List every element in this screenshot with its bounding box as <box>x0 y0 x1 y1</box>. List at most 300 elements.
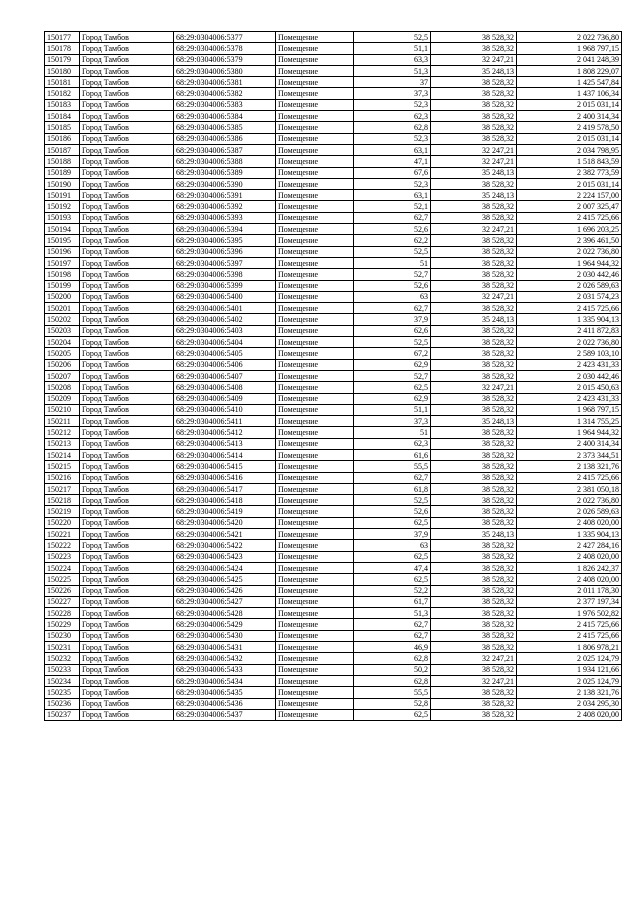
cadastral-number-cell: 68:29:0304006:5437 <box>174 709 276 720</box>
object-type-cell: Помещение <box>276 88 354 99</box>
object-type-cell: Помещение <box>276 619 354 630</box>
table-row <box>45 43 622 54</box>
price-per-sqm-cell: 38 528,32 <box>431 359 517 370</box>
row-id-cell: 150190 <box>45 178 80 189</box>
row-id-cell: 150203 <box>45 325 80 336</box>
object-type-cell: Помещение <box>276 449 354 460</box>
table-row <box>45 529 622 540</box>
price-per-sqm-cell: 38 528,32 <box>431 122 517 133</box>
cadastral-number-cell: 68:29:0304006:5429 <box>174 619 276 630</box>
price-per-sqm-cell: 38 528,32 <box>431 257 517 268</box>
cadastral-value-cell: 2 427 284,16 <box>517 540 622 551</box>
cadastral-value-cell: 2 011 178,30 <box>517 585 622 596</box>
cadastral-number-cell: 68:29:0304006:5428 <box>174 608 276 619</box>
price-per-sqm-cell: 38 528,32 <box>431 246 517 257</box>
city-cell: Город Тамбов <box>80 99 174 110</box>
table-row <box>45 585 622 596</box>
city-cell: Город Тамбов <box>80 235 174 246</box>
area-cell: 52,6 <box>354 224 431 235</box>
table-row <box>45 190 622 201</box>
cadastral-value-cell: 2 022 736,80 <box>517 32 622 43</box>
object-type-cell: Помещение <box>276 269 354 280</box>
cadastral-number-cell: 68:29:0304006:5382 <box>174 88 276 99</box>
area-cell: 62,6 <box>354 325 431 336</box>
row-id-cell: 150231 <box>45 642 80 653</box>
table-row <box>45 257 622 268</box>
city-cell: Город Тамбов <box>80 619 174 630</box>
cadastral-value-cell: 1 806 978,21 <box>517 642 622 653</box>
area-cell: 62,8 <box>354 653 431 664</box>
cadastral-value-cell: 2 382 773,59 <box>517 167 622 178</box>
city-cell: Город Тамбов <box>80 224 174 235</box>
city-cell: Город Тамбов <box>80 438 174 449</box>
object-type-cell: Помещение <box>276 32 354 43</box>
price-per-sqm-cell: 35 248,13 <box>431 65 517 76</box>
table-row <box>45 619 622 630</box>
cadastral-value-cell: 2 415 725,66 <box>517 472 622 483</box>
cadastral-value-cell: 2 423 431,33 <box>517 393 622 404</box>
area-cell: 61,8 <box>354 483 431 494</box>
area-cell: 51,3 <box>354 65 431 76</box>
price-per-sqm-cell: 38 528,32 <box>431 303 517 314</box>
area-cell: 37 <box>354 77 431 88</box>
object-type-cell: Помещение <box>276 337 354 348</box>
cadastral-number-cell: 68:29:0304006:5389 <box>174 167 276 178</box>
price-per-sqm-cell: 38 528,32 <box>431 664 517 675</box>
price-per-sqm-cell: 38 528,32 <box>431 506 517 517</box>
object-type-cell: Помещение <box>276 325 354 336</box>
object-type-cell: Помещение <box>276 596 354 607</box>
city-cell: Город Тамбов <box>80 540 174 551</box>
cadastral-value-cell: 2 034 295,30 <box>517 698 622 709</box>
price-per-sqm-cell: 35 248,13 <box>431 190 517 201</box>
price-per-sqm-cell: 38 528,32 <box>431 325 517 336</box>
object-type-cell: Помещение <box>276 246 354 257</box>
cadastral-value-cell: 2 423 431,33 <box>517 359 622 370</box>
city-cell: Город Тамбов <box>80 280 174 291</box>
price-per-sqm-cell: 38 528,32 <box>431 709 517 720</box>
cadastral-number-cell: 68:29:0304006:5386 <box>174 133 276 144</box>
object-type-cell: Помещение <box>276 630 354 641</box>
price-per-sqm-cell: 38 528,32 <box>431 43 517 54</box>
object-type-cell: Помещение <box>276 540 354 551</box>
cadastral-value-cell: 2 022 736,80 <box>517 337 622 348</box>
city-cell: Город Тамбов <box>80 54 174 65</box>
object-type-cell: Помещение <box>276 517 354 528</box>
object-type-cell: Помещение <box>276 291 354 302</box>
cadastral-number-cell: 68:29:0304006:5398 <box>174 269 276 280</box>
table-row <box>45 495 622 506</box>
price-per-sqm-cell: 38 528,32 <box>431 495 517 506</box>
cadastral-value-cell: 1 518 843,59 <box>517 156 622 167</box>
table-row <box>45 212 622 223</box>
table-row <box>45 709 622 720</box>
cadastral-number-cell: 68:29:0304006:5412 <box>174 427 276 438</box>
area-cell: 37,3 <box>354 88 431 99</box>
price-per-sqm-cell: 38 528,32 <box>431 461 517 472</box>
cadastral-value-cell: 2 026 589,63 <box>517 506 622 517</box>
area-cell: 62,7 <box>354 630 431 641</box>
object-type-cell: Помещение <box>276 54 354 65</box>
row-id-cell: 150208 <box>45 382 80 393</box>
area-cell: 62,5 <box>354 709 431 720</box>
object-type-cell: Помещение <box>276 370 354 381</box>
price-per-sqm-cell: 38 528,32 <box>431 280 517 291</box>
object-type-cell: Помещение <box>276 257 354 268</box>
table-row <box>45 32 622 43</box>
cadastral-number-cell: 68:29:0304006:5424 <box>174 562 276 573</box>
price-per-sqm-cell: 38 528,32 <box>431 201 517 212</box>
table-row <box>45 608 622 619</box>
price-per-sqm-cell: 35 248,13 <box>431 416 517 427</box>
row-id-cell: 150223 <box>45 551 80 562</box>
object-type-cell: Помещение <box>276 156 354 167</box>
object-type-cell: Помещение <box>276 235 354 246</box>
row-id-cell: 150181 <box>45 77 80 88</box>
area-cell: 62,9 <box>354 359 431 370</box>
cadastral-value-cell: 1 934 121,66 <box>517 664 622 675</box>
cadastral-number-cell: 68:29:0304006:5383 <box>174 99 276 110</box>
object-type-cell: Помещение <box>276 122 354 133</box>
price-per-sqm-cell: 38 528,32 <box>431 337 517 348</box>
area-cell: 51,3 <box>354 608 431 619</box>
cadastral-number-cell: 68:29:0304006:5420 <box>174 517 276 528</box>
row-id-cell: 150212 <box>45 427 80 438</box>
object-type-cell: Помещение <box>276 529 354 540</box>
row-id-cell: 150215 <box>45 461 80 472</box>
cadastral-number-cell: 68:29:0304006:5416 <box>174 472 276 483</box>
object-type-cell: Помещение <box>276 642 354 653</box>
cadastral-number-cell: 68:29:0304006:5409 <box>174 393 276 404</box>
city-cell: Город Тамбов <box>80 156 174 167</box>
table-row <box>45 88 622 99</box>
cadastral-number-cell: 68:29:0304006:5378 <box>174 43 276 54</box>
cadastral-number-cell: 68:29:0304006:5402 <box>174 314 276 325</box>
city-cell: Город Тамбов <box>80 461 174 472</box>
city-cell: Город Тамбов <box>80 698 174 709</box>
price-per-sqm-cell: 38 528,32 <box>431 99 517 110</box>
price-per-sqm-cell: 35 248,13 <box>431 167 517 178</box>
table-row <box>45 438 622 449</box>
price-per-sqm-cell: 38 528,32 <box>431 574 517 585</box>
price-per-sqm-cell: 38 528,32 <box>431 562 517 573</box>
area-cell: 63,1 <box>354 190 431 201</box>
price-per-sqm-cell: 38 528,32 <box>431 630 517 641</box>
table-body <box>45 32 622 721</box>
price-per-sqm-cell: 38 528,32 <box>431 235 517 246</box>
cadastral-number-cell: 68:29:0304006:5421 <box>174 529 276 540</box>
cadastral-number-cell: 68:29:0304006:5417 <box>174 483 276 494</box>
cadastral-value-cell: 2 373 344,51 <box>517 449 622 460</box>
cadastral-value-cell: 2 026 589,63 <box>517 280 622 291</box>
cadastral-number-cell: 68:29:0304006:5434 <box>174 675 276 686</box>
area-cell: 62,3 <box>354 438 431 449</box>
city-cell: Город Тамбов <box>80 404 174 415</box>
area-cell: 52,6 <box>354 506 431 517</box>
city-cell: Город Тамбов <box>80 427 174 438</box>
cadastral-number-cell: 68:29:0304006:5392 <box>174 201 276 212</box>
price-per-sqm-cell: 38 528,32 <box>431 348 517 359</box>
row-id-cell: 150235 <box>45 687 80 698</box>
city-cell: Город Тамбов <box>80 562 174 573</box>
price-per-sqm-cell: 32 247,21 <box>431 291 517 302</box>
table-row <box>45 246 622 257</box>
row-id-cell: 150193 <box>45 212 80 223</box>
price-per-sqm-cell: 38 528,32 <box>431 596 517 607</box>
price-per-sqm-cell: 38 528,32 <box>431 393 517 404</box>
object-type-cell: Помещение <box>276 472 354 483</box>
city-cell: Город Тамбов <box>80 246 174 257</box>
price-per-sqm-cell: 38 528,32 <box>431 427 517 438</box>
cadastral-value-cell: 1 696 203,25 <box>517 224 622 235</box>
object-type-cell: Помещение <box>276 201 354 212</box>
row-id-cell: 150202 <box>45 314 80 325</box>
table-row <box>45 416 622 427</box>
cadastral-number-cell: 68:29:0304006:5431 <box>174 642 276 653</box>
cadastral-number-cell: 68:29:0304006:5406 <box>174 359 276 370</box>
city-cell: Город Тамбов <box>80 178 174 189</box>
price-per-sqm-cell: 38 528,32 <box>431 212 517 223</box>
cadastral-value-cell: 2 396 461,50 <box>517 235 622 246</box>
cadastral-value-cell: 2 022 736,80 <box>517 495 622 506</box>
cadastral-number-cell: 68:29:0304006:5430 <box>174 630 276 641</box>
price-per-sqm-cell: 35 248,13 <box>431 529 517 540</box>
price-per-sqm-cell: 38 528,32 <box>431 585 517 596</box>
table-row <box>45 111 622 122</box>
row-id-cell: 150227 <box>45 596 80 607</box>
cadastral-number-cell: 68:29:0304006:5395 <box>174 235 276 246</box>
table-row <box>45 517 622 528</box>
city-cell: Город Тамбов <box>80 709 174 720</box>
area-cell: 52,5 <box>354 495 431 506</box>
row-id-cell: 150197 <box>45 257 80 268</box>
row-id-cell: 150220 <box>45 517 80 528</box>
table-row <box>45 461 622 472</box>
row-id-cell: 150185 <box>45 122 80 133</box>
object-type-cell: Помещение <box>276 43 354 54</box>
area-cell: 62,5 <box>354 382 431 393</box>
area-cell: 62,8 <box>354 122 431 133</box>
cadastral-value-cell: 2 411 872,83 <box>517 325 622 336</box>
cadastral-number-cell: 68:29:0304006:5422 <box>174 540 276 551</box>
area-cell: 46,9 <box>354 642 431 653</box>
city-cell: Город Тамбов <box>80 472 174 483</box>
table-row <box>45 630 622 641</box>
price-per-sqm-cell: 38 528,32 <box>431 88 517 99</box>
table-row <box>45 449 622 460</box>
city-cell: Город Тамбов <box>80 314 174 325</box>
area-cell: 63,3 <box>354 54 431 65</box>
cadastral-value-cell: 1 826 242,37 <box>517 562 622 573</box>
object-type-cell: Помещение <box>276 393 354 404</box>
cadastral-number-cell: 68:29:0304006:5419 <box>174 506 276 517</box>
area-cell: 62,9 <box>354 393 431 404</box>
table-row <box>45 133 622 144</box>
table-row <box>45 122 622 133</box>
city-cell: Город Тамбов <box>80 122 174 133</box>
table-row <box>45 144 622 155</box>
cadastral-value-cell: 2 015 450,63 <box>517 382 622 393</box>
cadastral-value-cell: 2 589 103,10 <box>517 348 622 359</box>
document-page <box>44 31 621 721</box>
area-cell: 52,1 <box>354 201 431 212</box>
city-cell: Город Тамбов <box>80 585 174 596</box>
cadastral-number-cell: 68:29:0304006:5384 <box>174 111 276 122</box>
table-row <box>45 393 622 404</box>
cadastral-number-cell: 68:29:0304006:5405 <box>174 348 276 359</box>
table-row <box>45 562 622 573</box>
row-id-cell: 150194 <box>45 224 80 235</box>
object-type-cell: Помещение <box>276 77 354 88</box>
area-cell: 63 <box>354 540 431 551</box>
table-row <box>45 427 622 438</box>
cadastral-value-cell: 2 408 020,00 <box>517 551 622 562</box>
row-id-cell: 150237 <box>45 709 80 720</box>
object-type-cell: Помещение <box>276 709 354 720</box>
city-cell: Город Тамбов <box>80 88 174 99</box>
cadastral-value-cell: 1 425 547,84 <box>517 77 622 88</box>
table-row <box>45 382 622 393</box>
cadastral-number-cell: 68:29:0304006:5426 <box>174 585 276 596</box>
city-cell: Город Тамбов <box>80 257 174 268</box>
object-type-cell: Помещение <box>276 461 354 472</box>
cadastral-value-cell: 2 415 725,66 <box>517 619 622 630</box>
row-id-cell: 150184 <box>45 111 80 122</box>
area-cell: 50,2 <box>354 664 431 675</box>
area-cell: 52,6 <box>354 280 431 291</box>
row-id-cell: 150182 <box>45 88 80 99</box>
price-per-sqm-cell: 38 528,32 <box>431 619 517 630</box>
cadastral-number-cell: 68:29:0304006:5387 <box>174 144 276 155</box>
cadastral-value-cell: 2 377 197,34 <box>517 596 622 607</box>
area-cell: 51,1 <box>354 404 431 415</box>
price-per-sqm-cell: 38 528,32 <box>431 370 517 381</box>
cadastral-number-cell: 68:29:0304006:5390 <box>174 178 276 189</box>
object-type-cell: Помещение <box>276 608 354 619</box>
cadastral-value-cell: 1 808 229,07 <box>517 65 622 76</box>
object-type-cell: Помещение <box>276 506 354 517</box>
price-per-sqm-cell: 32 247,21 <box>431 54 517 65</box>
cadastral-number-cell: 68:29:0304006:5396 <box>174 246 276 257</box>
object-type-cell: Помещение <box>276 212 354 223</box>
object-type-cell: Помещение <box>276 99 354 110</box>
area-cell: 51 <box>354 427 431 438</box>
cadastral-number-cell: 68:29:0304006:5410 <box>174 404 276 415</box>
cadastral-value-cell: 2 419 578,50 <box>517 122 622 133</box>
table-row <box>45 314 622 325</box>
row-id-cell: 150224 <box>45 562 80 573</box>
area-cell: 67,2 <box>354 348 431 359</box>
property-table <box>44 31 622 721</box>
city-cell: Город Тамбов <box>80 608 174 619</box>
table-row <box>45 77 622 88</box>
cadastral-value-cell: 2 408 020,00 <box>517 517 622 528</box>
price-per-sqm-cell: 32 247,21 <box>431 382 517 393</box>
city-cell: Город Тамбов <box>80 167 174 178</box>
object-type-cell: Помещение <box>276 348 354 359</box>
table-row <box>45 472 622 483</box>
row-id-cell: 150221 <box>45 529 80 540</box>
row-id-cell: 150230 <box>45 630 80 641</box>
table-row <box>45 303 622 314</box>
cadastral-value-cell: 2 025 124,79 <box>517 653 622 664</box>
city-cell: Город Тамбов <box>80 506 174 517</box>
table-row <box>45 65 622 76</box>
cadastral-value-cell: 2 031 574,23 <box>517 291 622 302</box>
table-row <box>45 404 622 415</box>
cadastral-number-cell: 68:29:0304006:5415 <box>174 461 276 472</box>
table-row <box>45 325 622 336</box>
row-id-cell: 150233 <box>45 664 80 675</box>
object-type-cell: Помещение <box>276 675 354 686</box>
city-cell: Город Тамбов <box>80 483 174 494</box>
city-cell: Город Тамбов <box>80 642 174 653</box>
price-per-sqm-cell: 32 247,21 <box>431 653 517 664</box>
cadastral-value-cell: 2 415 725,66 <box>517 303 622 314</box>
cadastral-value-cell: 2 408 020,00 <box>517 574 622 585</box>
cadastral-number-cell: 68:29:0304006:5418 <box>174 495 276 506</box>
object-type-cell: Помещение <box>276 574 354 585</box>
table-row <box>45 337 622 348</box>
price-per-sqm-cell: 38 528,32 <box>431 698 517 709</box>
object-type-cell: Помещение <box>276 438 354 449</box>
cadastral-number-cell: 68:29:0304006:5435 <box>174 687 276 698</box>
object-type-cell: Помещение <box>276 303 354 314</box>
row-id-cell: 150179 <box>45 54 80 65</box>
table-row <box>45 675 622 686</box>
cadastral-number-cell: 68:29:0304006:5433 <box>174 664 276 675</box>
price-per-sqm-cell: 38 528,32 <box>431 472 517 483</box>
city-cell: Город Тамбов <box>80 675 174 686</box>
area-cell: 62,5 <box>354 551 431 562</box>
area-cell: 52,2 <box>354 585 431 596</box>
table-row <box>45 370 622 381</box>
city-cell: Город Тамбов <box>80 133 174 144</box>
cadastral-value-cell: 1 976 502,82 <box>517 608 622 619</box>
table-row <box>45 99 622 110</box>
row-id-cell: 150189 <box>45 167 80 178</box>
row-id-cell: 150192 <box>45 201 80 212</box>
city-cell: Город Тамбов <box>80 77 174 88</box>
cadastral-number-cell: 68:29:0304006:5381 <box>174 77 276 88</box>
object-type-cell: Помещение <box>276 224 354 235</box>
cadastral-number-cell: 68:29:0304006:5403 <box>174 325 276 336</box>
cadastral-value-cell: 2 381 050,18 <box>517 483 622 494</box>
object-type-cell: Помещение <box>276 483 354 494</box>
city-cell: Город Тамбов <box>80 337 174 348</box>
city-cell: Город Тамбов <box>80 495 174 506</box>
cadastral-value-cell: 2 030 442,46 <box>517 269 622 280</box>
city-cell: Город Тамбов <box>80 370 174 381</box>
price-per-sqm-cell: 38 528,32 <box>431 111 517 122</box>
price-per-sqm-cell: 38 528,32 <box>431 269 517 280</box>
table-row <box>45 178 622 189</box>
object-type-cell: Помещение <box>276 359 354 370</box>
city-cell: Город Тамбов <box>80 348 174 359</box>
cadastral-value-cell: 2 138 321,76 <box>517 687 622 698</box>
object-type-cell: Помещение <box>276 562 354 573</box>
table-row <box>45 483 622 494</box>
table-row <box>45 551 622 562</box>
row-id-cell: 150205 <box>45 348 80 359</box>
object-type-cell: Помещение <box>276 416 354 427</box>
city-cell: Город Тамбов <box>80 359 174 370</box>
row-id-cell: 150217 <box>45 483 80 494</box>
row-id-cell: 150210 <box>45 404 80 415</box>
price-per-sqm-cell: 38 528,32 <box>431 551 517 562</box>
cadastral-number-cell: 68:29:0304006:5388 <box>174 156 276 167</box>
city-cell: Город Тамбов <box>80 291 174 302</box>
